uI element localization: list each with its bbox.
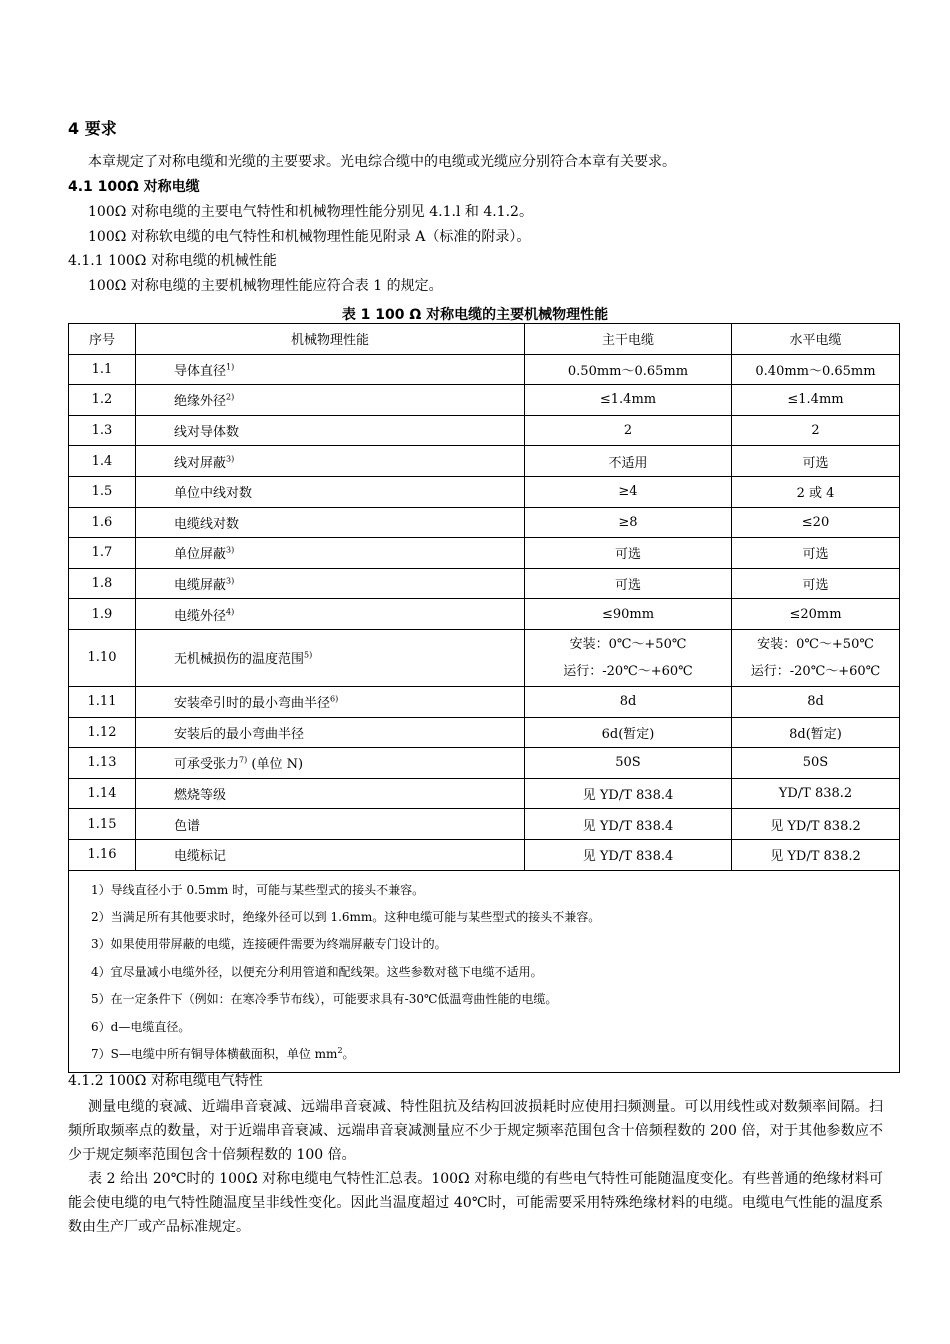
row-number: 1.8 bbox=[69, 568, 136, 599]
table-row bbox=[69, 839, 900, 870]
row-horizontal-value: ≤1.4mm bbox=[732, 385, 900, 416]
table-row bbox=[69, 385, 900, 416]
table-row bbox=[69, 476, 900, 507]
row-horizontal-value: 见 YD/T 838.2 bbox=[732, 809, 900, 840]
heading-4-1-2: 4.1.2 100Ω 对称电缆电气特性 bbox=[68, 1073, 263, 1089]
table-row bbox=[69, 629, 900, 686]
table-note: 1）导线直径小于 0.5mm 时，可能与某些型式的接头不兼容。 bbox=[91, 882, 425, 897]
footnote-ref: 3) bbox=[226, 576, 235, 586]
row-property: 无机械损伤的温度范围$^{5)}$ bbox=[136, 629, 525, 686]
row-property: 安装牵引时的最小弯曲半径$^{6)}$ bbox=[136, 686, 525, 717]
row-horizontal-value: ≤20mm bbox=[732, 599, 900, 630]
row-horizontal-value: 50S bbox=[732, 748, 900, 779]
row-horizontal-value: 可选 bbox=[732, 568, 900, 599]
footnote-ref: 4) bbox=[226, 607, 235, 617]
row-horizontal-value: ≤20 bbox=[732, 507, 900, 538]
footnote-ref: 6) bbox=[330, 694, 339, 704]
row-backbone-value: 2 bbox=[525, 415, 732, 446]
paragraph-4-1-2-a: 测量电缆的衰减、近端串音衰减、远端串音衰减、特性阻抗及结构回波损耗时应使用扫频测量。可以用线性或对数频率间隔。扫频所取频率点的数量，对于近端串音衰减、远端串音衰减测量应不少于规定频率范围包含十倍频程数的 200 倍，对于其他参数应不少于规定频率范围包含十倍频程数的 100 倍。 bbox=[68, 1099, 883, 1163]
footnote-ref: 3) bbox=[226, 454, 235, 464]
table-notes-row bbox=[69, 870, 900, 1073]
row-number: 1.1 bbox=[69, 354, 136, 385]
table-row bbox=[69, 748, 900, 779]
footnote-ref: 1) bbox=[226, 362, 235, 372]
row-number: 1.4 bbox=[69, 446, 136, 477]
table-row bbox=[69, 809, 900, 840]
heading-4-1-1: 4.1.1 100Ω 对称电缆的机械性能 bbox=[68, 253, 277, 269]
row-number: 1.6 bbox=[69, 507, 136, 538]
row-horizontal-value: 安装：0℃～+50℃ 运行：-20℃～+60℃ bbox=[732, 629, 900, 686]
section-intro: 本章规定了对称电缆和光缆的主要要求。光电综合缆中的电缆或光缆应分别符合本章有关要求。 bbox=[88, 154, 676, 170]
row-backbone-value: 见 YD/T 838.4 bbox=[525, 839, 732, 870]
row-property: 导体直径$^{1)}$ bbox=[136, 354, 525, 385]
header-horizontal-cable: 水平电缆 bbox=[732, 324, 900, 355]
row-property: 绝缘外径$^{2)}$ bbox=[136, 385, 525, 416]
row-horizontal-value: YD/T 838.2 bbox=[732, 778, 900, 809]
table-row bbox=[69, 568, 900, 599]
row-backbone-value: 50S bbox=[525, 748, 732, 779]
row-number: 1.14 bbox=[69, 778, 136, 809]
table-note: 4）宜尽量减小电缆外径，以便充分利用管道和配线架。这些参数对毯下电缆不适用。 bbox=[91, 964, 543, 979]
row-property: 线对屏蔽$^{3)}$ bbox=[136, 446, 525, 477]
table-note: 3）如果使用带屏蔽的电缆，连接硬件需要为终端屏蔽专门设计的。 bbox=[91, 937, 447, 952]
row-property: 电缆外径$^{4)}$ bbox=[136, 599, 525, 630]
row-horizontal-value: 0.40mm～0.65mm bbox=[732, 354, 900, 385]
table-note: 7）S—电缆中所有铜导体横截面积，单位 $mm^2$。 bbox=[91, 1045, 355, 1061]
row-backbone-value: 不适用 bbox=[525, 446, 732, 477]
row-backbone-value: 可选 bbox=[525, 538, 732, 569]
footnote-ref: 3) bbox=[226, 546, 235, 556]
row-property: 色谱 bbox=[136, 809, 525, 840]
row-horizontal-value: 8d(暂定) bbox=[732, 717, 900, 748]
table-row bbox=[69, 446, 900, 477]
row-number: 1.16 bbox=[69, 839, 136, 870]
row-backbone-value: 见 YD/T 838.4 bbox=[525, 809, 732, 840]
row-backbone-value: ≥4 bbox=[525, 476, 732, 507]
header-no: 序号 bbox=[69, 324, 136, 355]
row-backbone-value: 0.50mm～0.65mm bbox=[525, 354, 732, 385]
row-number: 1.10 bbox=[69, 629, 136, 686]
row-number: 1.11 bbox=[69, 686, 136, 717]
row-horizontal-value: 8d bbox=[732, 686, 900, 717]
table-row bbox=[69, 538, 900, 569]
row-property: 电缆线对数 bbox=[136, 507, 525, 538]
row-number: 1.5 bbox=[69, 476, 136, 507]
row-backbone-value: 可选 bbox=[525, 568, 732, 599]
row-backbone-value: ≤1.4mm bbox=[525, 385, 732, 416]
table-note: 6）d—电缆直径。 bbox=[91, 1019, 191, 1034]
row-backbone-value: 见 YD/T 838.4 bbox=[525, 778, 732, 809]
table-note: 2）当满足所有其他要求时，绝缘外径可以到 1.6mm。这种电缆可能与某些型式的接头不兼容。 bbox=[91, 909, 601, 924]
row-property: 电缆标记 bbox=[136, 839, 525, 870]
row-property: 可承受张力$^{7)}$ (单位 N) bbox=[136, 748, 525, 779]
row-horizontal-value: 见 YD/T 838.2 bbox=[732, 839, 900, 870]
paragraph-4-1-1: 100Ω 对称电缆的主要机械物理性能应符合表 1 的规定。 bbox=[88, 278, 443, 294]
section-title: 4 要求 bbox=[68, 119, 117, 138]
row-property: 燃烧等级 bbox=[136, 778, 525, 809]
table-row bbox=[69, 415, 900, 446]
row-number: 1.7 bbox=[69, 538, 136, 569]
paragraph-4-1-b: 100Ω 对称软电缆的电气特性和机械物理性能见附录 A（标准的附录）。 bbox=[88, 229, 531, 245]
table-row bbox=[69, 717, 900, 748]
header-backbone-cable: 主干电缆 bbox=[525, 324, 732, 355]
header-property: 机械物理性能 bbox=[136, 324, 525, 355]
table-note: 5）在一定条件下（例如：在寒冷季节布线），可能要求具有-30℃低温弯曲性能的电缆。 bbox=[91, 992, 558, 1007]
row-number: 1.9 bbox=[69, 599, 136, 630]
row-backbone-value: ≤90mm bbox=[525, 599, 732, 630]
row-number: 1.15 bbox=[69, 809, 136, 840]
row-property: 安装后的最小弯曲半径 bbox=[136, 717, 525, 748]
paragraph-4-1-2-b: 表 2 给出 20℃时的 100Ω 对称电缆电气特性汇总表。100Ω 对称电缆的有些电气特性可能随温度变化。有些普通的绝缘材料可能会使电缆的电气特性随温度呈非线性变化。因此当温度超过 40℃时，可能需要采用特殊绝缘材料的电缆。电缆电气性能的温度系数由生产厂或产品标准规定。 bbox=[68, 1171, 883, 1235]
mechanical-properties-table bbox=[68, 323, 900, 1073]
row-horizontal-value: 2 bbox=[732, 415, 900, 446]
table-header-row bbox=[69, 324, 900, 355]
table-row bbox=[69, 778, 900, 809]
row-number: 1.12 bbox=[69, 717, 136, 748]
row-property: 单位屏蔽$^{3)}$ bbox=[136, 538, 525, 569]
row-property: 电缆屏蔽$^{3)}$ bbox=[136, 568, 525, 599]
row-backbone-value: 安装：0℃～+50℃ 运行：-20℃～+60℃ bbox=[525, 629, 732, 686]
heading-4-1: 4.1 100Ω 对称电缆 bbox=[68, 179, 200, 195]
row-horizontal-value: 可选 bbox=[732, 538, 900, 569]
row-number: 1.2 bbox=[69, 385, 136, 416]
row-number: 1.3 bbox=[69, 415, 136, 446]
table-row bbox=[69, 686, 900, 717]
row-horizontal-value: 可选 bbox=[732, 446, 900, 477]
table-notes bbox=[69, 870, 900, 1073]
table-caption: 表 1 100 Ω 对称电缆的主要机械物理性能 bbox=[341, 307, 609, 323]
row-horizontal-value: 2 或 4 bbox=[732, 476, 900, 507]
table-row bbox=[69, 354, 900, 385]
table-row bbox=[69, 507, 900, 538]
row-property: 线对导体数 bbox=[136, 415, 525, 446]
row-property: 单位中线对数 bbox=[136, 476, 525, 507]
paragraph-4-1-a: 100Ω 对称电缆的主要电气特性和机械物理性能分别见 4.1.l 和 4.1.2。 bbox=[88, 204, 533, 220]
row-backbone-value: 8d bbox=[525, 686, 732, 717]
row-number: 1.13 bbox=[69, 748, 136, 779]
row-backbone-value: 6d(暂定) bbox=[525, 717, 732, 748]
footnote-ref: 2) bbox=[226, 393, 235, 403]
footnote-ref: 7) bbox=[239, 756, 248, 766]
table-row bbox=[69, 599, 900, 630]
footnote-ref: 5) bbox=[304, 651, 313, 661]
row-backbone-value: ≥8 bbox=[525, 507, 732, 538]
